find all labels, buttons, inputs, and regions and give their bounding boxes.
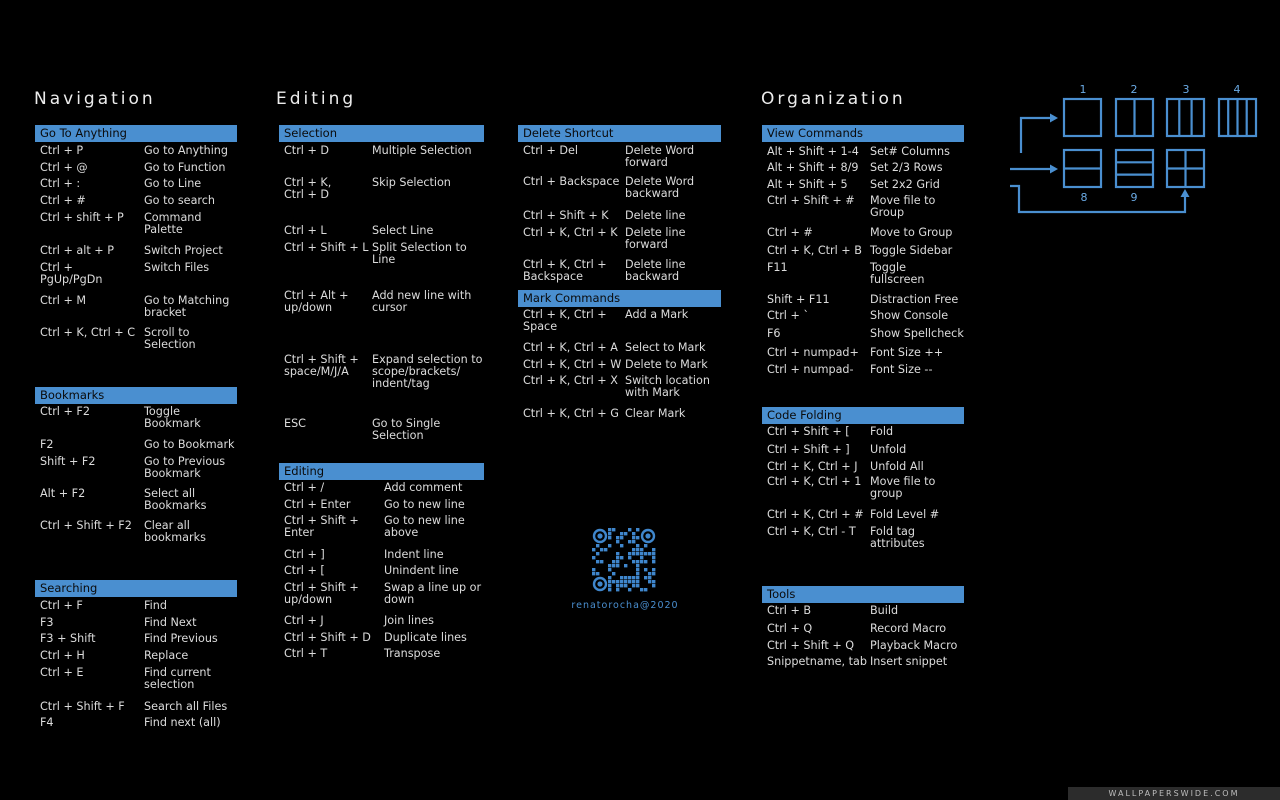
navigation-title: Navigation [34, 89, 156, 109]
shortcut-key: Ctrl + @ [40, 160, 88, 174]
shortcut-description: Fold tag attributes [870, 524, 925, 550]
shortcut-row [762, 605, 964, 617]
watermark: WALLPAPERSWIDE.COM [1068, 787, 1280, 800]
shortcut-row [35, 520, 237, 544]
shortcut-row [35, 145, 237, 157]
code-folding-panel [762, 407, 964, 550]
shortcut-row [35, 600, 237, 612]
shortcut-row [279, 549, 484, 561]
shortcut-row [35, 212, 237, 236]
shortcut-row [762, 509, 964, 521]
shortcut-description: Show Console [870, 308, 949, 322]
shortcut-description: Clear Mark [625, 406, 686, 420]
shortcut-description: Set 2/3 Rows [870, 160, 943, 174]
shortcut-row [762, 461, 964, 473]
shortcut-row [279, 615, 484, 627]
shortcut-description: Font Size -- [870, 362, 933, 376]
shortcut-description: Fold Level # [870, 507, 940, 521]
shortcut-row [762, 656, 964, 668]
shortcut-key: Ctrl + K, Ctrl + C [40, 325, 136, 339]
shortcut-description: Switch Project [144, 243, 223, 257]
shortcut-key: Ctrl + K, Ctrl + A [523, 340, 618, 354]
shortcut-row [35, 327, 237, 351]
shortcut-key: Ctrl + numpad+ [767, 345, 859, 359]
shortcut-row [762, 146, 964, 158]
shortcut-description: Toggle fullscreen [870, 260, 925, 286]
shortcut-key: Ctrl + Shift + # [767, 193, 855, 207]
shortcut-description: Move to Group [870, 225, 953, 239]
tools-panel [762, 586, 964, 668]
three-row-layout-icon [1116, 150, 1153, 187]
shortcut-description: Record Macro [870, 621, 947, 635]
layout-label-9: 9 [1130, 191, 1138, 204]
shortcut-description: Go to Bookmark [144, 437, 235, 451]
shortcut-description: Switch Files [144, 260, 210, 274]
shortcut-description: Scroll to Selection [144, 325, 196, 351]
shortcut-description: Go to search [144, 193, 216, 207]
shortcut-row [518, 309, 721, 333]
shortcut-row [35, 439, 237, 451]
shortcut-key: Alt + Shift + 8/9 [767, 160, 859, 174]
shortcut-key: F2 [40, 437, 54, 451]
author-signature: renatorocha@2020 [571, 600, 679, 611]
shortcut-row [518, 145, 721, 169]
layout-label-1: 1 [1079, 83, 1087, 96]
shortcut-description: Unfold [870, 442, 907, 456]
shortcut-row [279, 632, 484, 644]
shortcut-row [35, 488, 237, 512]
shortcut-row [762, 179, 964, 191]
shortcut-key: Ctrl + P [40, 144, 84, 157]
delete-shortcut-panel [518, 125, 721, 283]
shortcut-key: Ctrl + K, Ctrl + G [523, 406, 619, 420]
panel-header: Searching [35, 580, 237, 597]
shortcut-key: Ctrl + L [284, 223, 327, 237]
shortcut-key: F3 + Shift [40, 631, 96, 645]
shortcut-description: Find Next [144, 615, 197, 629]
shortcut-row [35, 178, 237, 190]
shortcut-row [518, 408, 721, 420]
shortcut-description: Expand selection to scope/brackets/ indent/tag [372, 352, 483, 390]
shortcut-key: F4 [40, 715, 54, 729]
shortcut-description: Duplicate lines [384, 630, 467, 644]
shortcut-description: Split Selection to Line [372, 240, 467, 266]
shortcut-key: Ctrl + : [40, 176, 81, 190]
shortcut-description: Add comment [384, 481, 463, 494]
editing-title: Editing [276, 89, 357, 109]
shortcut-key: Ctrl + K, Ctrl + Space [523, 308, 607, 333]
shortcut-row [279, 242, 484, 266]
shortcut-description: Go to Function [144, 160, 226, 174]
shortcut-row [762, 328, 964, 340]
shortcut-key: Ctrl + PgUp/PgDn [40, 260, 103, 286]
shortcut-key: Ctrl + Shift + up/down [284, 580, 359, 606]
shortcut-row [518, 176, 721, 200]
shortcut-description: Build [870, 604, 899, 617]
shortcut-row [762, 526, 964, 550]
shortcut-description: Distraction Free [870, 292, 959, 306]
shortcut-key: Ctrl + # [767, 225, 813, 239]
shortcut-description: Go to Single Selection [372, 416, 441, 442]
shortcut-key: Ctrl + / [284, 481, 325, 494]
shortcut-description: Playback Macro [870, 638, 958, 652]
shortcut-description: Go to Line [144, 176, 202, 190]
shortcut-row [279, 582, 484, 606]
shortcut-key: Ctrl + D [284, 144, 330, 157]
panel-header: Selection [279, 125, 484, 142]
shortcut-key: Alt + F2 [40, 486, 86, 500]
mark-commands-panel [518, 290, 721, 420]
shortcut-row [279, 418, 484, 442]
shortcut-row [35, 701, 237, 713]
shortcut-key: Ctrl + Shift + F [40, 699, 125, 713]
view-commands-panel [762, 125, 964, 376]
shortcut-description: Delete line backward [625, 257, 686, 283]
layout-diagram [1010, 80, 1280, 220]
shortcut-key: Ctrl + Alt + up/down [284, 288, 349, 314]
arrow-head-icon [1050, 165, 1058, 174]
shortcut-key: Shift + F11 [767, 292, 830, 306]
shortcut-row [762, 640, 964, 652]
shortcut-key: Ctrl + Shift + K [523, 208, 609, 222]
panel-header: View Commands [762, 125, 964, 142]
shortcut-description: Delete line forward [625, 225, 686, 251]
shortcut-description: Search all Files [144, 699, 228, 713]
shortcut-description: Move file to group [870, 474, 936, 500]
shortcut-row [279, 225, 484, 237]
shortcut-description: Add a Mark [625, 308, 689, 321]
shortcut-key: Ctrl + Enter [284, 497, 351, 511]
panel-header: Bookmarks [35, 387, 237, 404]
shortcut-key: Ctrl + T [284, 646, 328, 660]
shortcut-key: Ctrl + [ [284, 563, 325, 577]
shortcut-key: Ctrl + K, Ctrl - T [767, 524, 856, 538]
shortcut-description: Add new line with cursor [372, 288, 472, 314]
shortcut-description: Fold [870, 425, 894, 438]
shortcut-description: Replace [144, 648, 189, 662]
bookmarks-panel [35, 387, 237, 544]
shortcut-description: Insert snippet [870, 654, 948, 668]
shortcut-key: Ctrl + K, Ctrl + K [523, 225, 618, 239]
panel-header: Go To Anything [35, 125, 237, 142]
shortcut-description: Find [144, 599, 167, 612]
shortcut-description: Go to new line above [384, 513, 465, 539]
shortcut-key: Ctrl + K, Ctrl + D [284, 175, 332, 201]
shortcut-row [762, 262, 964, 286]
shortcut-row [518, 259, 721, 283]
shortcut-key: Ctrl + K, Ctrl + B [767, 243, 862, 257]
shortcut-key: Ctrl + Del [523, 144, 578, 157]
arrow-head-icon [1050, 114, 1058, 123]
shortcut-key: ESC [284, 416, 306, 430]
shortcut-key: Ctrl + numpad- [767, 362, 854, 376]
qr-code [592, 528, 656, 592]
shortcut-row [518, 210, 721, 222]
shortcut-key: Ctrl + Q [767, 621, 813, 635]
shortcut-description: Toggle Sidebar [870, 243, 953, 257]
shortcut-row [35, 295, 237, 319]
columns-arrow [1021, 118, 1052, 153]
layout-label-4: 4 [1233, 83, 1241, 96]
shortcut-row [762, 162, 964, 174]
shortcut-row [279, 482, 484, 494]
shortcut-description: Go to Anything [144, 144, 228, 157]
shortcut-description: Delete Word forward [625, 144, 695, 169]
layout-label-2: 2 [1130, 83, 1138, 96]
shortcut-row [35, 406, 237, 430]
shortcut-row [279, 354, 484, 389]
shortcut-description: Find next (all) [144, 715, 221, 729]
shortcut-row [35, 245, 237, 257]
shortcut-description: Set 2x2 Grid [870, 177, 940, 191]
shortcut-key: Ctrl + M [40, 293, 87, 307]
shortcut-key: Ctrl + Shift + space/M/J/A [284, 352, 359, 378]
shortcut-key: Shift + F2 [40, 454, 96, 468]
layout-label-8: 8 [1080, 191, 1088, 204]
shortcut-description: Join lines [384, 613, 434, 627]
shortcut-row [518, 359, 721, 371]
shortcut-description: Clear all bookmarks [144, 518, 206, 544]
shortcut-key: Ctrl + K, Ctrl + 1 [767, 474, 862, 488]
shortcut-row [518, 375, 721, 399]
panel-header: Mark Commands [518, 290, 721, 307]
arrow-head-icon [1181, 189, 1190, 197]
shortcut-description: Delete line [625, 208, 686, 222]
shortcut-description: Delete Word backward [625, 174, 695, 200]
editing-panel [279, 463, 484, 660]
shortcut-key: F6 [767, 326, 781, 340]
shortcut-description: Unfold All [870, 459, 924, 473]
shortcut-description: Select all Bookmarks [144, 486, 207, 512]
shortcut-description: Set# Columns [870, 145, 950, 158]
shortcut-row [35, 650, 237, 662]
shortcut-description: Toggle Bookmark [144, 405, 201, 430]
shortcut-description: Transpose [384, 646, 441, 660]
shortcut-row [762, 623, 964, 635]
shortcut-key: Ctrl + K, Ctrl + X [523, 373, 618, 387]
shortcut-row [279, 177, 484, 201]
shortcut-row [279, 565, 484, 577]
shortcut-key: Ctrl + alt + P [40, 243, 114, 257]
grid-arrow [1010, 186, 1185, 212]
shortcut-key: Ctrl + J [284, 613, 324, 627]
shortcut-row [762, 476, 964, 500]
shortcut-key: Ctrl + ] [284, 547, 325, 561]
shortcut-row [762, 347, 964, 359]
go-to-anything-panel [35, 125, 237, 350]
shortcut-description: Skip Selection [372, 175, 451, 189]
shortcut-row [518, 227, 721, 251]
layout-label-3: 3 [1182, 83, 1190, 96]
shortcut-description: Unindent line [384, 563, 459, 577]
shortcut-description: Go to new line [384, 497, 465, 511]
shortcut-key: F11 [767, 260, 788, 274]
shortcut-description: Command Palette [144, 210, 202, 236]
shortcut-key: Ctrl + Shift + L [284, 240, 369, 254]
shortcut-key: Ctrl + K, Ctrl + J [767, 459, 858, 473]
shortcut-description: Go to Previous Bookmark [144, 454, 226, 480]
one-column-layout-icon [1064, 99, 1101, 136]
shortcut-description: Find Previous [144, 631, 218, 645]
shortcut-key: Ctrl + B [767, 604, 812, 617]
shortcut-description: Delete to Mark [625, 357, 708, 371]
shortcut-key: Ctrl + Shift + D [284, 630, 371, 644]
shortcut-row [279, 145, 484, 157]
shortcut-row [279, 648, 484, 660]
shortcut-key: Alt + Shift + 1-4 [767, 145, 859, 158]
shortcut-row [279, 290, 484, 314]
shortcut-key: Ctrl + K, Ctrl + W [523, 357, 622, 371]
shortcut-key: Ctrl + # [40, 193, 86, 207]
shortcut-row [35, 633, 237, 645]
shortcut-row [762, 310, 964, 322]
shortcut-row [518, 342, 721, 354]
shortcut-key: Ctrl + Shift + Q [767, 638, 855, 652]
shortcut-row [762, 195, 964, 219]
shortcut-key: Alt + Shift + 5 [767, 177, 848, 191]
searching-panel [35, 580, 237, 729]
selection-panel [279, 125, 484, 442]
shortcut-description: Swap a line up or down [384, 580, 482, 606]
shortcut-row [762, 245, 964, 257]
three-column-layout-icon [1167, 99, 1204, 136]
shortcut-key: Ctrl + ` [767, 308, 809, 322]
shortcut-key: Ctrl + shift + P [40, 210, 124, 224]
shortcut-row [35, 162, 237, 174]
shortcut-row [35, 717, 237, 729]
shortcut-key: Ctrl + Shift + ] [767, 442, 850, 456]
shortcut-row [279, 499, 484, 511]
panel-header: Editing [279, 463, 484, 480]
shortcut-key: Ctrl + K, Ctrl + Backspace [523, 257, 607, 283]
shortcut-description: Show Spellcheck [870, 326, 964, 340]
shortcut-key: Ctrl + Shift + Enter [284, 513, 359, 539]
shortcut-description: Indent line [384, 547, 444, 561]
shortcut-key: Ctrl + F [40, 599, 83, 612]
shortcut-row [279, 515, 484, 539]
shortcut-description: Switch location with Mark [625, 373, 710, 399]
shortcut-row [762, 227, 964, 239]
shortcut-key: Ctrl + Backspace [523, 174, 620, 188]
shortcut-description: Select to Mark [625, 340, 706, 354]
shortcut-key: Ctrl + Shift + [ [767, 425, 850, 438]
shortcut-key: Ctrl + E [40, 665, 84, 679]
panel-header: Tools [762, 586, 964, 603]
shortcut-description: Multiple Selection [372, 144, 472, 157]
shortcut-description: Go to Matching bracket [144, 293, 230, 319]
shortcut-key: Snippetname, tab [767, 654, 867, 668]
shortcut-row [762, 426, 964, 438]
panel-header: Delete Shortcut [518, 125, 721, 142]
shortcut-row [762, 364, 964, 376]
shortcut-row [762, 444, 964, 456]
shortcut-description: Find current selection [144, 665, 211, 691]
shortcut-description: Select Line [372, 223, 434, 237]
shortcut-row [762, 294, 964, 306]
panel-header: Code Folding [762, 407, 964, 424]
shortcut-description: Font Size ++ [870, 345, 944, 359]
shortcut-key: Ctrl + Shift + F2 [40, 518, 132, 532]
shortcut-key: Ctrl + H [40, 648, 85, 662]
shortcut-key: Ctrl + F2 [40, 405, 90, 418]
shortcut-description: Move file to Group [870, 193, 936, 219]
shortcut-row [35, 667, 237, 691]
organization-title: Organization [761, 89, 906, 109]
shortcut-row [35, 262, 237, 286]
shortcut-key: Ctrl + K, Ctrl + # [767, 507, 864, 521]
shortcut-row [35, 456, 237, 480]
shortcut-key: F3 [40, 615, 54, 629]
shortcut-row [35, 195, 237, 207]
shortcut-row [35, 617, 237, 629]
